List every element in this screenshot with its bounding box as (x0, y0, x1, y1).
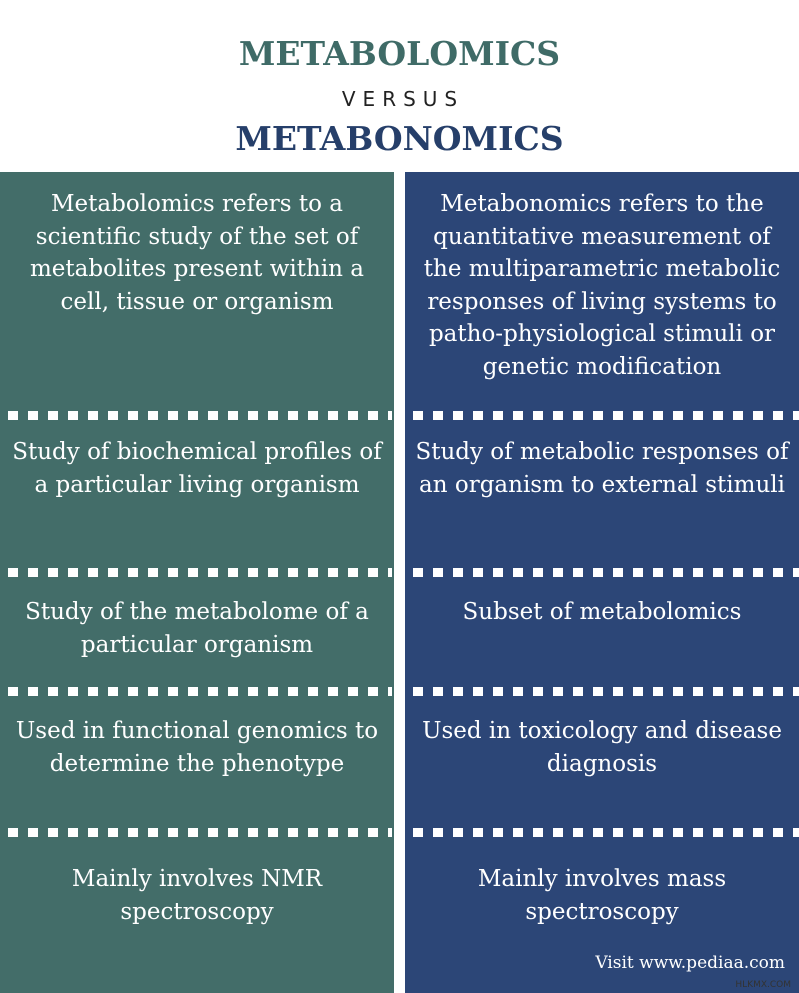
versus-label: VERSUS (341, 87, 465, 111)
metabolomics-scope-text: Study of the metabolome of a particular organism (25, 599, 369, 658)
row-divider (413, 568, 799, 577)
metabonomics-study-text: Study of metabolic responses of an organism to external stimuli (415, 439, 789, 498)
metabonomics-application-cell (405, 715, 799, 825)
row-divider (413, 828, 799, 837)
metabonomics-definition: Metabonomics refers to the quantitative measurement of the multiparametric metabolic responses of living systems to patho-physiological stimuli or genetic modification (423, 191, 781, 380)
metabolomics-application-text: Used in functional genomics to determine the phenotype (15, 718, 379, 777)
source-credit: Visit www.pediaa.com (595, 953, 785, 973)
metabolomics-definition: Metabolomics refers to a scientific study of the set of metabolites present within a cell, tissue or organism (29, 191, 365, 315)
title-metabolomics: METABOLOMICS (238, 34, 561, 73)
metabonomics-technique-cell (405, 863, 799, 943)
row-divider (413, 687, 799, 696)
metabonomics-definition-cell (405, 188, 799, 408)
row-divider (413, 411, 799, 420)
metabonomics-application-text: Used in toxicology and disease diagnosis (422, 718, 782, 777)
metabolomics-study-text: Study of biochemical profiles of a particular living organism (12, 439, 382, 498)
metabolomics-technique-cell (0, 863, 394, 943)
metabolomics-study-cell (0, 436, 394, 568)
metabonomics-scope-text: Subset of metabolomics (462, 599, 742, 625)
metabonomics-scope-cell (405, 596, 799, 686)
metabolomics-definition-cell (0, 188, 394, 408)
row-divider (8, 687, 392, 696)
row-divider (8, 568, 392, 577)
watermark: HLKMX.COM (735, 980, 791, 990)
metabonomics-study-cell (405, 436, 799, 568)
metabolomics-scope-cell (0, 596, 394, 686)
header (0, 0, 799, 172)
row-divider (8, 828, 392, 837)
metabolomics-technique-text: Mainly involves NMR spectroscopy (71, 866, 323, 925)
metabonomics-technique-text: Mainly involves mass spectroscopy (477, 866, 727, 925)
title-metabonomics: METABONOMICS (235, 119, 564, 158)
row-divider (8, 411, 392, 420)
metabolomics-application-cell (0, 715, 394, 825)
